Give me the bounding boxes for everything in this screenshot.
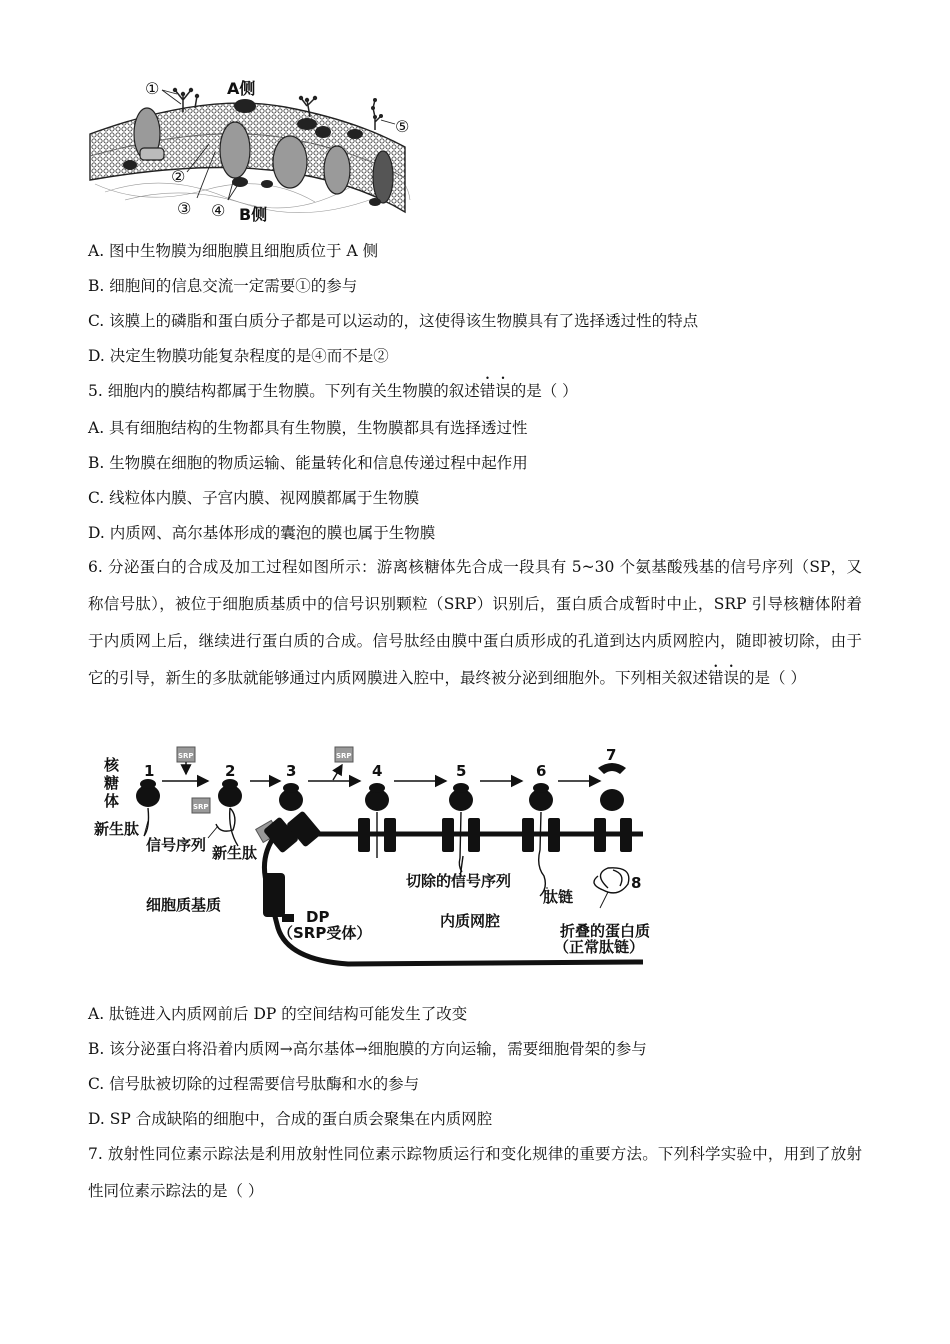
step-1: 1 bbox=[144, 762, 155, 780]
fig1-label-a-side: A侧 bbox=[227, 79, 256, 98]
q5-option-b: B. 生物膜在细胞的物质运输、能量转化和信息传递过程中起作用 bbox=[88, 454, 528, 472]
ribosome-label-2: 糖 bbox=[104, 774, 120, 792]
emphasis-dot-char: 错 bbox=[708, 669, 724, 687]
q7-stem: 7. 放射性同位素示踪法是利用放射性同位素示踪物质运行和变化规律的重要方法。下列科学实验中，用到了放射性同位素示踪法的是（ ） bbox=[88, 1145, 862, 1200]
q4-option-a: A. 图中生物膜为细胞膜且细胞质位于 A 侧 bbox=[88, 242, 379, 260]
q5-stem: 5. 细胞内的膜结构都属于生物膜。下列有关生物膜的叙述错误的是（ ） bbox=[88, 382, 578, 400]
folded-protein-label: 折叠的蛋白质 bbox=[560, 922, 651, 940]
srp-label: SRP bbox=[193, 803, 209, 811]
fig1-label-4: ④ bbox=[211, 201, 226, 220]
q6-option-d: D. SP 合成缺陷的细胞中，合成的蛋白质会聚集在内质网腔 bbox=[88, 1110, 493, 1128]
srp-label: SRP bbox=[336, 752, 352, 760]
step-8: 8 bbox=[631, 874, 642, 892]
step-3: 3 bbox=[286, 762, 297, 780]
er-lumen-label: 内质网腔 bbox=[440, 912, 501, 930]
step-7: 7 bbox=[606, 746, 617, 764]
step-5: 5 bbox=[456, 762, 467, 780]
srp-receptor-label: （SRP受体） bbox=[278, 924, 372, 942]
fig1-label-3: ③ bbox=[177, 199, 192, 218]
fig1-label-5: ⑤ bbox=[395, 117, 410, 136]
fig1-label-1: ① bbox=[145, 79, 160, 98]
step-4: 4 bbox=[372, 762, 383, 780]
emphasis-dot-char: 误 bbox=[723, 669, 740, 687]
fig1-label-2: ② bbox=[171, 167, 186, 186]
cytosol-label: 细胞质基质 bbox=[146, 896, 222, 914]
q6-option-c: C. 信号肽被切除的过程需要信号肽酶和水的参与 bbox=[88, 1075, 420, 1093]
q6-stem: 6. 分泌蛋白的合成及加工过程如图所示：游离核糖体先合成一段具有 5~30 个氨基酸残基的信号序列（SP，又称信号肽），被位于细胞质基质中的信号识别颗粒（SRP）识别后，蛋白质合成暂时中止，SRP 引导核糖体附着于内质网上后，继续进行蛋白质的合成。信号肽经由膜中蛋白质形成的孔道到达内质网腔内，随即被切除，由于它的引导，新生的多肽就能够通过内质网膜进入腔中，最终被分泌到细胞外。下列相关叙述错误的是（ ） bbox=[88, 549, 862, 697]
normal-chain-label: （正常肽链） bbox=[554, 938, 645, 956]
q4-option-c: C. 该膜上的磷脂和蛋白质分子都是可以运动的，这使得该生物膜具有了选择透过性的特点 bbox=[88, 312, 699, 330]
q6-option-a: A. 肽链进入内质网前后 DP 的空间结构可能发生了改变 bbox=[88, 1005, 468, 1023]
nascent-peptide-label-2: 新生肽 bbox=[212, 844, 258, 862]
q4-option-d: D. 决定生物膜功能复杂程度的是④而不是② bbox=[88, 347, 389, 365]
dp-label: DP bbox=[306, 908, 330, 926]
nascent-peptide-label-1: 新生肽 bbox=[94, 820, 140, 838]
q6-option-b: B. 该分泌蛋白将沿着内质网→高尔基体→细胞膜的方向运输，需要细胞骨架的参与 bbox=[88, 1040, 647, 1058]
q5-option-d: D. 内质网、高尔基体形成的囊泡的膜也属于生物膜 bbox=[88, 524, 436, 542]
q5-option-a: A. 具有细胞结构的生物都具有生物膜，生物膜都具有选择透过性 bbox=[88, 419, 528, 437]
step-6: 6 bbox=[536, 762, 547, 780]
peptide-chain-label: 肽链 bbox=[543, 888, 574, 906]
step-2: 2 bbox=[225, 762, 236, 780]
ribosome-label-1: 核 bbox=[104, 756, 120, 774]
membrane-figure bbox=[85, 72, 415, 232]
srp-label: SRP bbox=[178, 752, 194, 760]
emphasis-dot-char: 错 bbox=[479, 382, 496, 400]
q4-option-b: B. 细胞间的信息交流一定需要①的参与 bbox=[88, 277, 358, 295]
cleaved-signal-label: 切除的信号序列 bbox=[406, 872, 512, 890]
fig1-label-b-side: B侧 bbox=[239, 205, 268, 224]
ribosome-label-3: 体 bbox=[104, 792, 120, 810]
secretion-figure bbox=[88, 738, 668, 973]
signal-sequence-label: 信号序列 bbox=[146, 836, 207, 854]
q5-option-c: C. 线粒体内膜、子宫内膜、视网膜都属于生物膜 bbox=[88, 489, 420, 507]
emphasis-dot-char: 误 bbox=[495, 382, 511, 400]
